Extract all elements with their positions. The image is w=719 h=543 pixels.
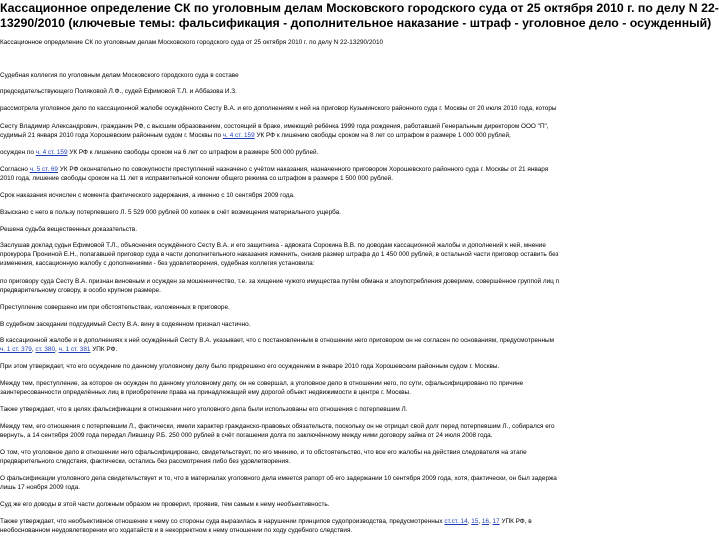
report-paragraph-line-1: О фальсификации уголовного дела свидетельствует и то, что в материалах уголовного дела имеется рапорт об его задержании 10 сентября 2009 года, хотя, фактически, он был задержа [0, 475, 557, 482]
court-paragraph: Суд же его доводы в этой части должным образом не проверил, проявив, тем самым к нему необъективность. [0, 501, 330, 508]
page-title [0, 1, 719, 31]
principles-paragraph-line-2: необоснованном неудовлетворении его ходатайств и в некорректном к нему отношении по ходу судебного следствия. [0, 527, 353, 534]
composition-paragraph: председательствующего Поляковой Л.Ф., судей Ефимовой Т.Л. и Аббазова И.З. [0, 88, 237, 95]
paragraph-text: УПК РФ, в [501, 518, 532, 525]
aggregate-paragraph-line-2: 2010 года, лишение свободы сроком на 11 лет в исправительной колонии общего режима со штрафом в размере 1 500 000 рублей. [0, 175, 393, 182]
law-link-ch1-st379[interactable]: ч. 1 ст. 379 [0, 346, 32, 353]
crime-paragraph-line-2: заинтересованности определённых лиц в приобретении права на принадлежащий ему дорогой объект недвижимости в центре г. Москвы. [0, 389, 411, 396]
law-link-ch1-st381[interactable]: ч. 1 ст. 381 [58, 346, 91, 353]
considered-paragraph: рассмотрела уголовное дело по кассационной жалобе осуждённого Сесту В.А. и его дополнениям к ней на приговор Кузьминского районного суда г. Москвы от 20 июля 2010 года, которы [0, 105, 557, 112]
defendant-paragraph-line-2 [0, 131, 620, 141]
law-link-st17[interactable]: 17 [492, 518, 500, 525]
paragraph-text: УПК РФ. [92, 346, 118, 353]
link-separator: , [31, 346, 34, 353]
law-link-st14[interactable]: ст.ст. 14 [444, 518, 468, 525]
claim-paragraph: При этом утверждает, что его осуждение по данному уголовному делу было предрешено его осуждением в январе 2010 года Хорошевским районным судом г. Москвы. [0, 363, 500, 370]
collegium-paragraph: Судебная коллегия по уголовным делам Московского городского суда в составе [0, 72, 239, 79]
relations-paragraph-line-2: вернуть, а 14 сентября 2009 года передал Лившицу Р.Б. 250 000 рублей в счёт погашения долга по заключённому между ними договору займа от 24 июля 2008 года. [0, 432, 493, 439]
crime-paragraph-line-1: Между тем, преступление, за которое он осужден по данному уголовному делу, он не совершал, а уголовное дело в отношении него, по сути, сфальсифицировано по причине [0, 380, 524, 387]
paragraph-text: Также утверждает, что необъективное отношение к нему со стороны суда выразилась в нарушении принципов судопроизводства, предусмотренных [0, 518, 443, 525]
relations-paragraph-line-1: Между тем, его отношения с потерпевшим Л., фактически, имели характер гражданско-правовых обязательств, поскольку он не отрицал свой долг перед потерпевшим Л., собирался его [0, 423, 555, 430]
link-separator: , [478, 518, 481, 525]
recovery-paragraph: Взыскано с него в пользу потерпевшего Л. 5 529 000 рублей 00 копеек в счёт возмещения материального ущерба. [0, 209, 341, 216]
complaint-paragraph-line-2 [0, 345, 620, 355]
hearing-paragraph-line-1: Заслушав доклад судьи Ефимовой Т.Л., объяснения осуждённого Сесту В.А. и его защитника - адвоката Сорокина В.В. по доводам кассационной жалобы и дополнений к ней, мнение [0, 242, 546, 249]
law-link-st380[interactable]: ст. 380 [35, 346, 56, 353]
link-separator: , [55, 346, 57, 353]
law-link-ch4-st159[interactable]: ч. 4 ст. 159 [222, 132, 255, 139]
hearing-paragraph-line-2: прокурора Прониной Е.Н., полагавшей приговор суда в части дополнительного наказания изменить, снизив размер штрафа до 1 450 000 рублей, в остальной части приговор оставить без [0, 251, 559, 258]
verdict-paragraph-line-1: по приговору суда Сесту В.А. признан виновным и осужден за мошенничество, т.е. за хищение чужого имущества путём обмана и злоупотребления доверием, совершённое группой лиц п [0, 278, 560, 285]
sentence-paragraph [0, 148, 620, 158]
complaints-paragraph-line-1: О том, что уголовное дело в отношении него сфальсифицировано, свидетельствует, по его мнению, и то обстоятельство, что все его жалобы на действия следователя на этапе [0, 449, 527, 456]
page-title-line-1: Кассационное определение СК по уголовным делам Московского городского суда от 25 октября 2010 г. по делу N 22- [0, 1, 719, 15]
verdict-paragraph-line-2: предварительному сговору, в особо крупном размере. [0, 287, 161, 294]
law-link-ch5-st69[interactable]: ч. 5 ст. 69 [29, 166, 58, 173]
link-separator: , [467, 518, 470, 525]
evidence-paragraph: Решена судьба вещественных доказательств. [0, 226, 137, 233]
page-title-line-2: 13290/2010 (ключевые темы: фальсификация - дополнительное наказание - штраф - уголовное дело - осужденный) [0, 16, 712, 30]
law-link-st15[interactable]: 15 [471, 518, 479, 525]
document-subtitle: Кассационное определение СК по уголовным делам Московского городского суда от 25 октября 2010 г. по делу N 22-13290/2010 [0, 39, 384, 46]
paragraph-text: УК РФ окончательно по совокупности преступлений назначено с учётом наказания, назначенного приговором Хорошевского районного суда г. Москвы от 21 января [59, 166, 549, 173]
circumstances-paragraph: Преступление совершено им при обстоятельствах, изложенных в приговоре. [0, 304, 230, 311]
law-link-st16[interactable]: 16 [481, 518, 489, 525]
defendant-paragraph-line-1: Сесту Владимир Александрович, гражданин РФ, с высшим образованием, состоящий в браке, имеющий ребёнка 1999 года рождения, работавший Генеральным директором ООО "П", [0, 123, 549, 130]
paragraph-text: осужден по [0, 149, 34, 156]
guilt-paragraph: В судебном заседании подсудимый Сесту В.А. вину в содеянном признал частично. [0, 321, 251, 328]
term-paragraph: Срок наказания исчислен с момента фактического задержания, а именно с 10 сентября 2009 года. [0, 192, 295, 199]
paragraph-text: УК РФ к лишению свободы сроком на 6 лет со штрафом в размере 500 000 рублей. [69, 149, 319, 156]
paragraph-text: судимый 21 января 2010 года Хорошевским районным судом г. Москвы по [0, 132, 222, 139]
paragraph-text: Согласно [0, 166, 28, 173]
hearing-paragraph-line-3: изменения, кассационную жалобу с дополнениями - без удовлетворения, судебная коллегия установила: [0, 260, 315, 267]
law-link-ch4-st159[interactable]: ч. 4 ст. 159 [35, 149, 68, 156]
report-paragraph-line-2: лишь 17 ноября 2009 года. [0, 484, 80, 491]
link-separator: , [488, 518, 491, 525]
paragraph-text: УК РФ к лишению свободы сроком на 8 лет со штрафом в размере 1 000 000 рублей, [256, 132, 511, 139]
falsification-paragraph: Также утверждает, что в целях фальсификации в отношении него уголовного дела были использованы его отношения с потерпевшим Л. [0, 406, 408, 413]
complaint-paragraph-line-1: В кассационной жалобе и в дополнениях к ней осуждённый Сесту В.А. указывает, что с постановленным в отношении него приговором он не согласен по основаниям, предусмотренным [0, 337, 554, 344]
complaints-paragraph-line-2: предварительного следствия, фактически, остались без рассмотрения либо без удовлетворения. [0, 458, 291, 465]
